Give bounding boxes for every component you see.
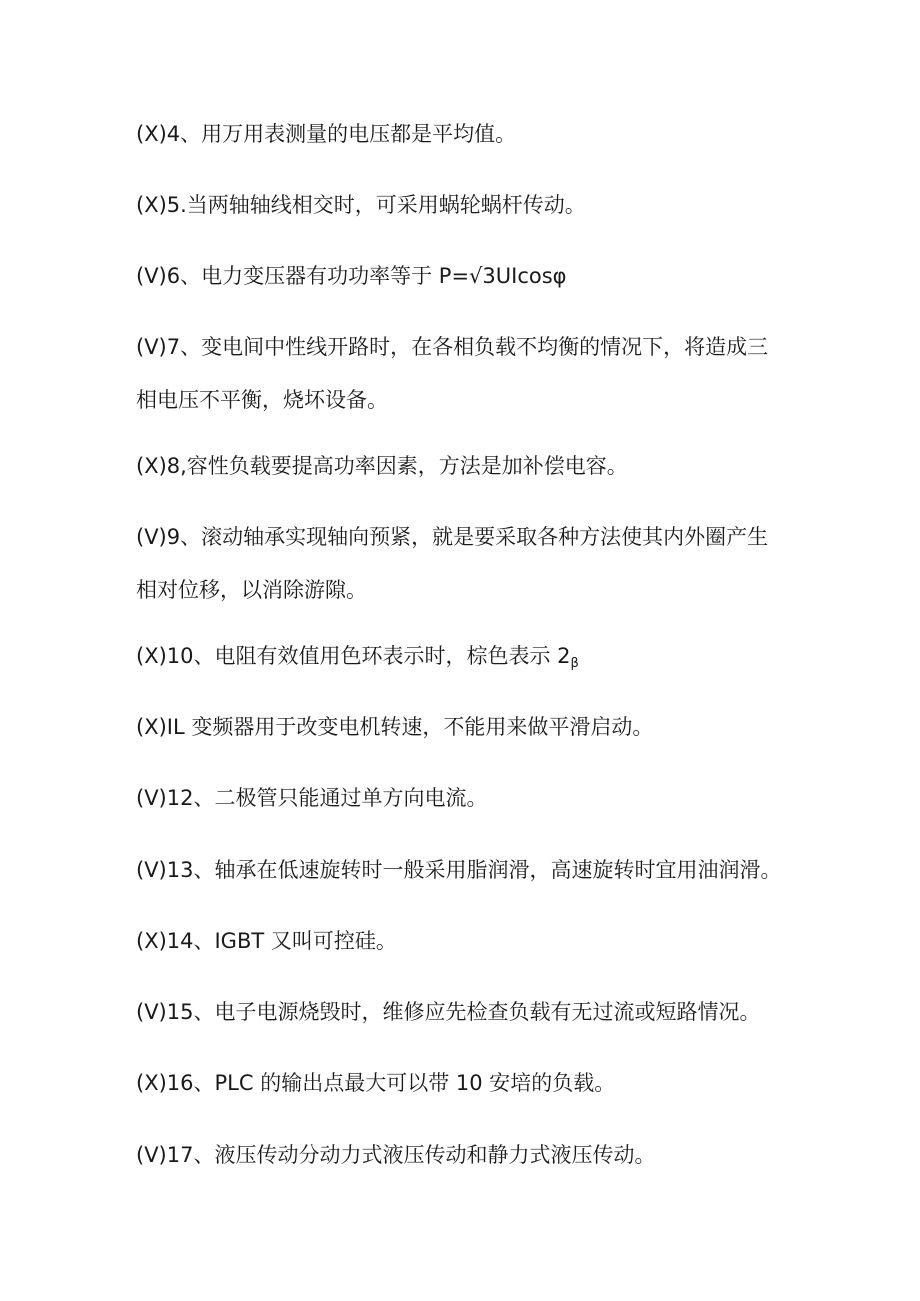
question-10-subscript: β — [570, 656, 579, 671]
question-8: (X)8,容性负载要提高功率因素，方法是加补偿电容。 — [136, 454, 628, 478]
question-10 — [136, 630, 786, 683]
question-4: (X)4、用万用表测量的电压都是平均值。 — [136, 122, 517, 146]
question-17: (V)17、液压传动分动力式液压传动和静力式液压传动。 — [136, 1143, 656, 1167]
question-10-text: (X)10、电阻有效值用色环表示时，棕色表示 2 — [136, 644, 571, 668]
question-11: (X)IL 变频器用于改变电机转速，不能用来做平滑启动。 — [136, 715, 654, 739]
question-9: (V)9、滚动轴承实现轴向预紧，就是要采取各种方法使其内外圈产生相对位移，以消除游隙。 — [136, 525, 769, 602]
question-15: (V)15、电子电源烧毁时，维修应先检查负载有无过流或短路情况。 — [136, 1000, 761, 1024]
question-12: (V)12、二极管只能通过单方向电流。 — [136, 786, 488, 810]
question-14: (X)14、IGBT 又叫可控硅。 — [136, 929, 397, 953]
question-6: (V)6、电力变压器有功功率等于 P=√3UIcosφ — [136, 264, 567, 288]
question-5: (X)5.当两轴轴线相交时，可采用蜗轮蜗杆传动。 — [136, 193, 586, 217]
question-7: (V)7、变电间中性线开路时，在各相负载不均衡的情况下，将造成三相电压不平衡，烧坏设备。 — [136, 335, 769, 412]
question-13: (V)13、轴承在低速旋转时一般采用脂润滑，高速旋转时宜用油润滑。 — [136, 858, 782, 882]
question-16: (X)16、PLC 的输出点最大可以带 10 安培的负载。 — [136, 1071, 616, 1095]
